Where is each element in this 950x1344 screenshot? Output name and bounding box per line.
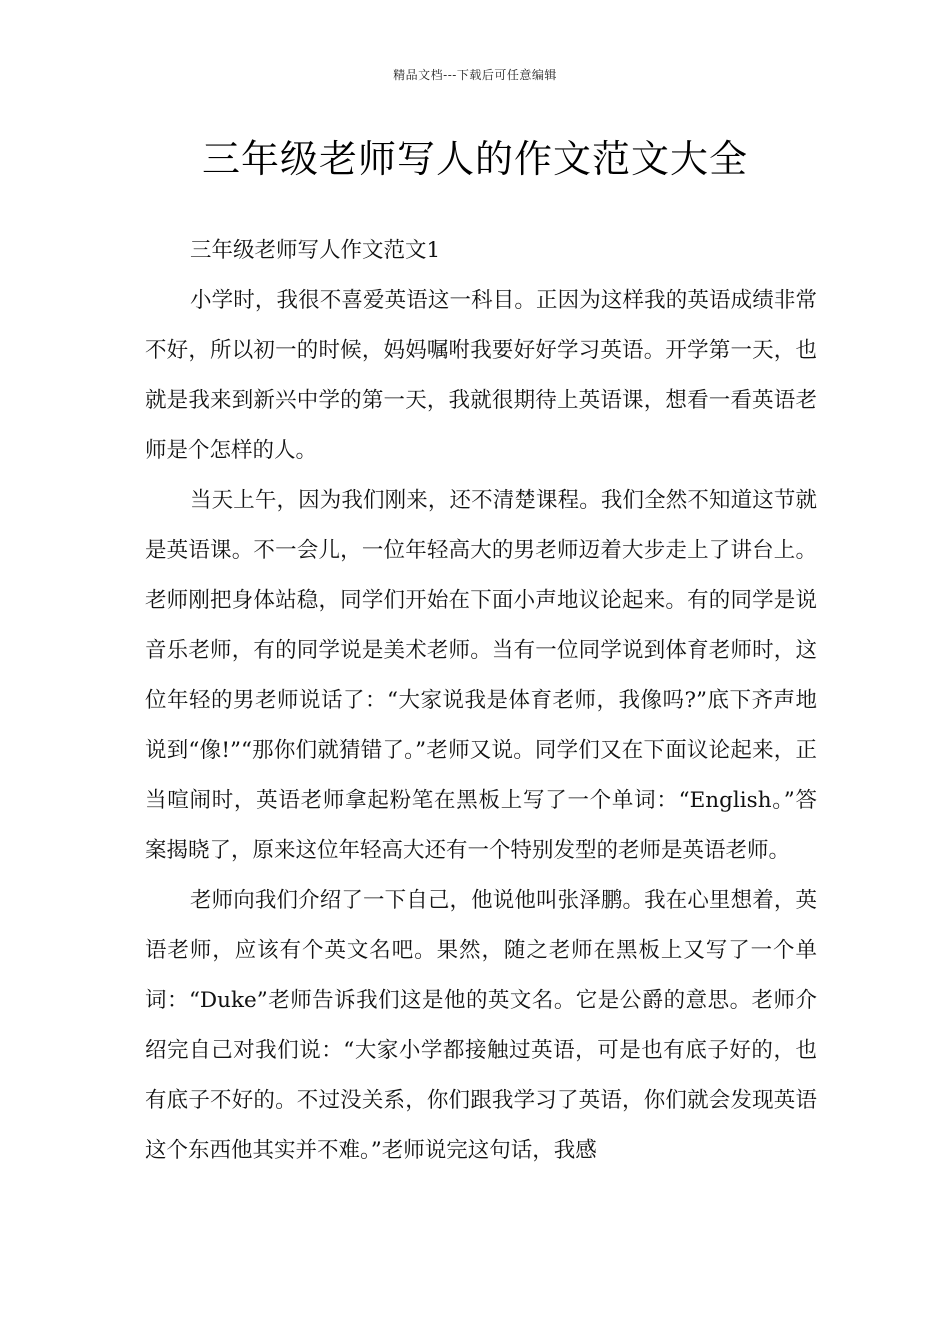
document-title: 三年级老师写人的作文范文大全 xyxy=(201,137,748,181)
document-body xyxy=(145,226,817,1176)
paragraph: 老师向我们介绍了一下自己，他说他叫张泽鹏。我在心里想着，英语老师，应该有个英文名吧。果然，随之老师在黑板上又写了一个单词：“Duke”老师告诉我们这是他的英文名。它是公爵的意思。老师介绍完自己对我们说：“大家小学都接触过英语，可是也有底子好的，也有底子不好的。不过没关系，你们跟我学习了英语，你们就会发现英语这个东西他其实并不难。”老师说完这句话，我感 xyxy=(145,888,817,1163)
section-subtitle: 三年级老师写人作文范文1 xyxy=(190,238,441,263)
paragraph: 当天上午，因为我们刚来，还不清楚课程。我们全然不知道这节就是英语课。不一会儿，一位年轻高大的男老师迈着大步走上了讲台上。老师刚把身体站稳，同学们开始在下面小声地议论起来。有的同学是说音乐老师，有的同学说是美术老师。当有一位同学说到体育老师时，这位年轻的男老师说话了：“大家说我是体育老师，我像吗?”底下齐声地说到“像!”“那你们就猜错了。”老师又说。同学们又在下面议论起来，正当喧闹时，英语老师拿起粉笔在黑板上写了一个单词：“English。”答案揭晓了，原来这位年轻高大还有一个特别发型的老师是英语老师。 xyxy=(145,488,817,863)
header-note: 精品文档---下载后可任意编辑 xyxy=(393,68,557,82)
paragraph: 小学时，我很不喜爱英语这一科目。正因为这样我的英语成绩非常不好，所以初一的时候，妈妈嘱咐我要好好学习英语。开学第一天，也就是我来到新兴中学的第一天，我就很期待上英语课，想看一看英语老师是个怎样的人。 xyxy=(145,288,817,463)
